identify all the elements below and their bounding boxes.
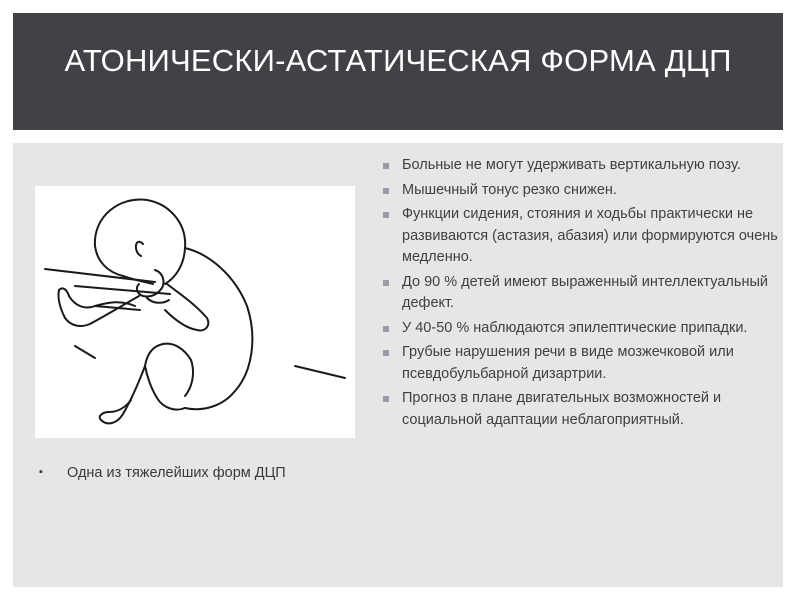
list-item — [381, 155, 786, 177]
illustration-caption — [39, 461, 348, 485]
infant-illustration — [35, 186, 355, 438]
bullet-marker — [383, 326, 389, 332]
bullet-marker — [383, 396, 389, 402]
list-item-text: Больные не могут удерживать вертикальную позу. — [402, 157, 741, 173]
bullet-marker — [383, 212, 389, 218]
list-item — [381, 272, 786, 315]
list-item-text: У 40-50 % наблюдаются эпилептические припадки. — [402, 319, 748, 336]
list-item-text: Мышечный тонус резко снижен. — [402, 181, 617, 198]
seated-infant-drawing — [35, 186, 355, 438]
list-item — [381, 318, 786, 340]
bullet-marker — [383, 163, 389, 169]
bullet-marker: ▪ — [39, 466, 43, 478]
caption-text: Одна из тяжелейших форм ДЦП — [67, 465, 286, 481]
title-bar — [13, 13, 783, 130]
content-panel — [13, 143, 783, 587]
list-item — [381, 180, 786, 202]
bullet-marker — [383, 280, 389, 286]
list-item-text: До 90 % детей имеют выраженный интеллектуальный дефект. — [402, 273, 768, 311]
list-item-text: Функции сидения, стояния и ходьбы практически не развиваются (астазия, абазия) или формируются очень медленно. — [402, 206, 778, 265]
list-item — [381, 388, 786, 431]
list-item — [381, 204, 786, 269]
slide-title: АТОНИЧЕСКИ-АСТАТИЧЕСКАЯ ФОРМА ДЦП — [64, 43, 732, 78]
list-item — [381, 342, 786, 385]
list-item-text: Прогноз в плане двигательных возможностей и социальной адаптации неблагоприятный. — [402, 390, 722, 428]
bullet-marker — [383, 188, 389, 194]
bullet-marker — [383, 350, 389, 356]
list-item-text: Грубые нарушения речи в виде мозжечковой или псевдобульбарной дизартрии. — [402, 344, 734, 382]
bullet-list — [381, 155, 786, 434]
